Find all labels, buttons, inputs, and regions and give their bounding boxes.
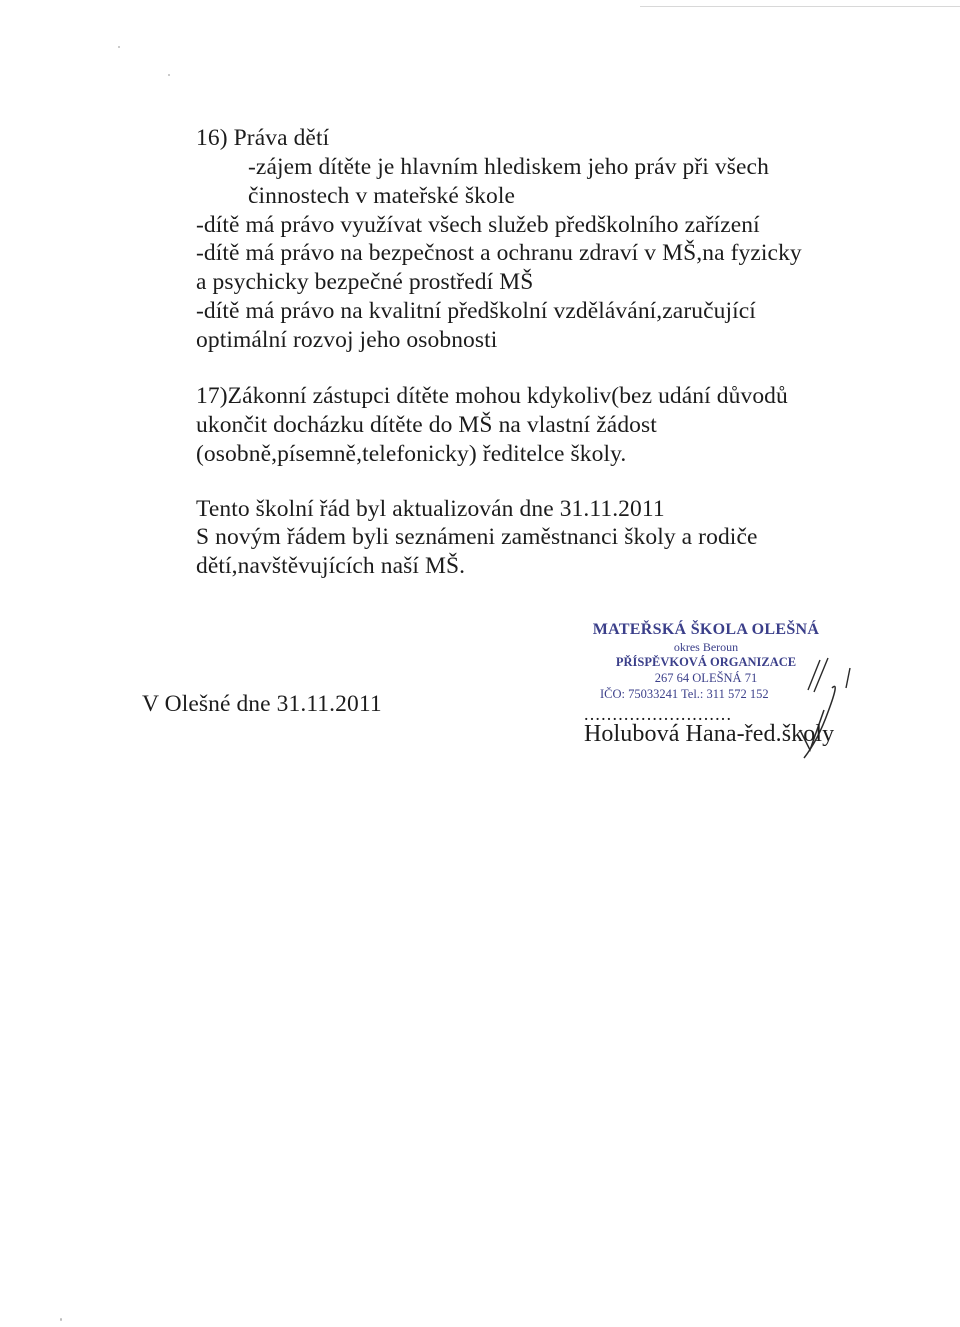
signature-dotted-line: .......................... <box>584 704 733 724</box>
section-16-line: a psychicky bezpečné prostředí MŠ <box>196 269 534 295</box>
closing-line: S novým řádem byli seznámeni zaměstnanci školy a rodiče <box>196 524 758 550</box>
scan-edge-line <box>640 6 960 7</box>
stamp-address: 267 64 OLEŠNÁ 71 <box>654 671 758 685</box>
section-17-line: ukončit docházku dítěte do MŠ na vlastní žádost <box>196 412 657 438</box>
signatory-name: Holubová Hana-řed.školy <box>584 721 835 747</box>
closing-line: dětí,navštěvujících naší MŠ. <box>196 553 466 579</box>
section-16-line: činnostech v mateřské škole <box>248 183 515 209</box>
closing-line: Tento školní řád byl aktualizován dne 31.11.2011 <box>196 496 665 522</box>
stamp-ids: IČO: 75033241 Tel.: 311 572 152 <box>600 687 769 701</box>
section-16-line: -dítě má právo na bezpečnost a ochranu zdraví v MŠ,na fyzicky <box>196 240 802 266</box>
section-16-line: -zájem dítěte je hlavním hlediskem jeho práv při všech <box>248 154 769 180</box>
place-date: V Olešné dne 31.11.2011 <box>142 691 382 717</box>
stamp-school-name: MATEŘSKÁ ŠKOLA OLEŠNÁ <box>592 621 820 638</box>
handwritten-signature <box>780 640 870 770</box>
scan-speck <box>60 1318 62 1321</box>
scan-speck <box>168 74 170 76</box>
section-17-line: 17)Zákonní zástupci dítěte mohou kdykoliv(bez udání důvodů <box>196 383 788 409</box>
section-16-heading: 16) Práva dětí <box>196 125 330 151</box>
stamp-district: okres Beroun <box>673 640 739 654</box>
section-16-line: -dítě má právo na kvalitní předškolní vzdělávání,zaručující <box>196 298 756 324</box>
section-17-line: (osobně,písemně,telefonicky) ředitelce školy. <box>196 441 627 467</box>
stamp-org-type: PŘÍSPĚVKOVÁ ORGANIZACE <box>615 655 797 669</box>
section-16-line: optimální rozvoj jeho osobnosti <box>196 327 498 353</box>
scan-speck <box>118 46 120 48</box>
section-16-line: -dítě má právo využívat všech služeb předškolního zařízení <box>196 212 760 238</box>
